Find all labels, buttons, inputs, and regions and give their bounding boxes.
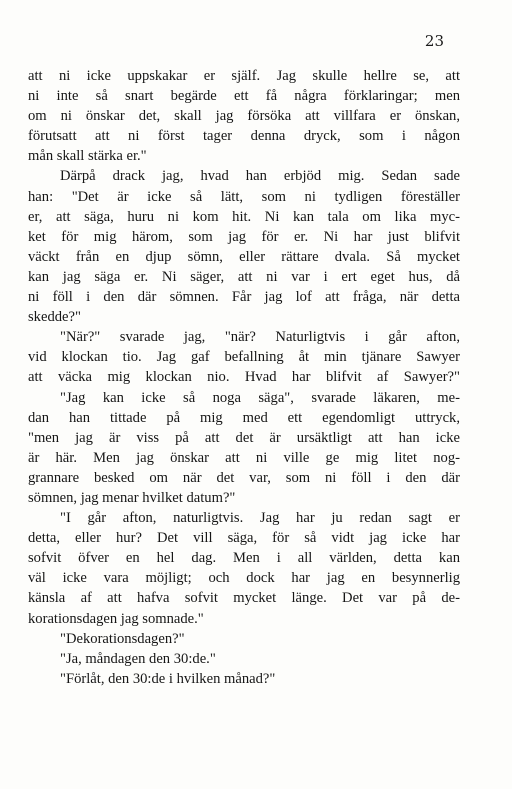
text-line: "Ja, måndagen den 30:de." <box>60 650 216 667</box>
text-line: "I går afton, naturligtvis. Jag har ju redan sagt er <box>60 510 460 527</box>
text-line: "Dekorationsdagen?" <box>60 630 185 647</box>
text-line: om ni önskar det, skall jag försöka att villfara er önskan, <box>28 108 460 125</box>
text-line: er, att säga, huru ni kom hit. Ni kan tala om lika myc- <box>28 208 460 225</box>
text-line: sömnen, jag menar hvilket datum?" <box>28 489 236 506</box>
text-line: dan han tittade på mig med ett egendomligt uttryck, <box>28 409 460 426</box>
text-line: väckt från en djup sömn, eller rättare dvala. Så mycket <box>28 248 460 265</box>
text-line: är här. Men jag önskar att ni ville ge mig litet nog- <box>28 449 460 466</box>
text-line: korationsdagen jag somnade." <box>28 610 204 627</box>
text-line: ni föll i den där sömnen. Får jag lof att fråga, när detta <box>28 289 460 306</box>
text-line: ni inte så snart begärde ett få några förklaringar; men <box>28 88 460 105</box>
text-line: mån skall stärka er." <box>28 148 147 165</box>
text-line: "När?" svarade jag, "när? Naturligtvis i går afton, <box>60 329 460 346</box>
text-line: ket för mig härom, som jag för er. Ni har just blifvit <box>28 228 460 245</box>
text-line: grannare besked om när det var, som ni föll i den där <box>28 469 460 486</box>
text-line: skedde?" <box>28 309 81 326</box>
text-line: detta, eller hur? Det vill säga, för så vidt jag icke har <box>28 530 460 547</box>
text-line: förutsatt att ni först tager denna dryck, som i någon <box>28 128 460 145</box>
text-line: att ni icke uppskakar er själf. Jag skulle hellre se, att <box>28 68 460 84</box>
text-line: "men jag är viss på att det är ursäktligt att han icke <box>28 429 460 446</box>
text-line: känsla af att hafva sofvit mycket länge. Det var på de- <box>28 590 460 607</box>
body-text <box>28 66 460 689</box>
text-line: att väcka mig klockan nio. Hvad har blifvit af Sawyer?" <box>28 369 460 386</box>
text-line: "Förlåt, den 30:de i hvilken månad?" <box>60 670 276 687</box>
text-line: han: "Det är icke så lätt, som ni tydligen föreställer <box>28 188 460 205</box>
text-line: sofvit öfver en hel dag. Men i all världen, detta kan <box>28 550 460 567</box>
text-line: "Jag kan icke så noga säga", svarade läkaren, me- <box>60 389 460 406</box>
page-number: 23 <box>424 32 444 50</box>
text-line: Därpå drack jag, hvad han erbjöd mig. Sedan sade <box>60 168 460 185</box>
text-line: väl icke vara möjligt; och dock har jag en besynnerlig <box>28 570 460 587</box>
text-line: kan jag säga er. Ni säger, att ni var i ert eget hus, då <box>28 268 460 285</box>
text-line: vid klockan tio. Jag gaf befallning åt min tjänare Sawyer <box>28 349 460 366</box>
